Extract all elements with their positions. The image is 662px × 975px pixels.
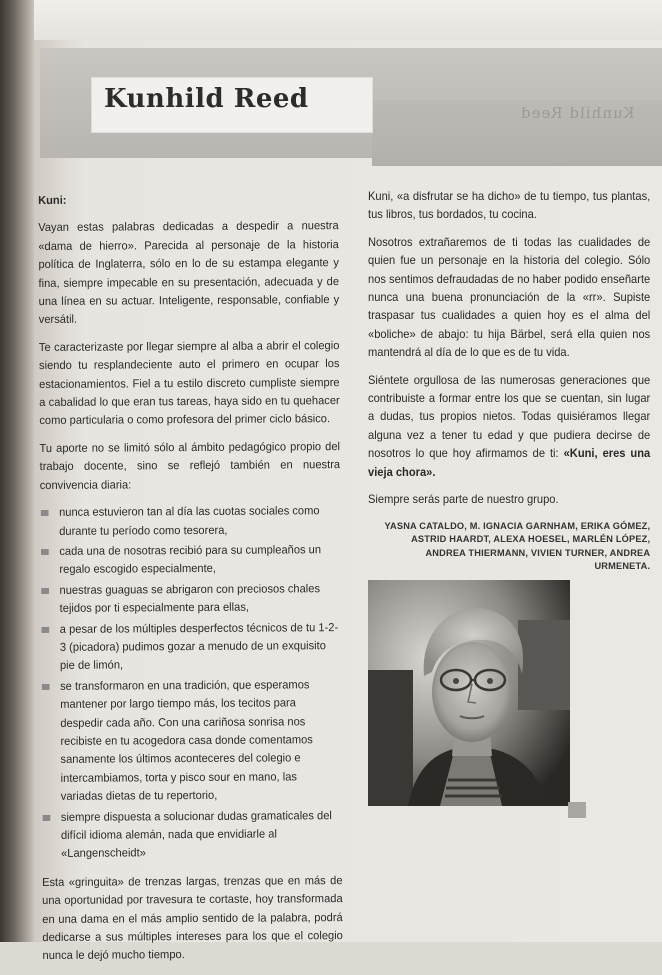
- right-column: [368, 188, 650, 574]
- list-item-text: siempre dispuesta a solucionar dudas gramaticales del difícil idioma alemán, nada que envidiarle al «Langenscheidt»: [60, 808, 332, 861]
- bullet-square-icon: [42, 626, 50, 632]
- portrait-illustration: [368, 580, 570, 806]
- signers-block: [368, 520, 650, 574]
- paragraph-text: Siéntete orgullosa de las numerosas generaciones que contribuiste a formar entre los que se cuentan, sin lugar a dudas, tus propios nietos. Todas quisiéramos llegar alguna vez a tener tu edad y que pudiera decirse de nosotros lo que hoy afirmamos de ti:: [368, 373, 651, 461]
- paragraph: Siempre serás parte de nuestro grupo.: [368, 493, 559, 507]
- paragraph: Te caracterizaste por llegar siempre al alba a abrir el colegio siendo tu resplandeciente auto el primero en ocupar los estacionamientos. Fiel a tu estilo discreto cumpliste siempre a cabalidad lo que eran tus tareas, haya sido en tu quehacer como particularia o como profesora del primer ciclo básico.: [38, 338, 340, 428]
- bullet-square-icon: [41, 588, 49, 594]
- list-item: [40, 580, 341, 619]
- list-item-text: a pesar de los múltiples desperfectos técnicos de tu 1-2-3 (picadora) pudimos gozar a menudo de un exquisito pie de limón,: [59, 620, 339, 673]
- list-item-text: cada una de nosotras recibió para su cumpleaños un regalo escogido especialmente,: [59, 543, 322, 577]
- photo-corner-tab: [568, 802, 586, 818]
- list-item: [41, 676, 342, 807]
- salutation: Kuni:: [38, 193, 67, 207]
- closing-paragraph: Esta «gringuita» de trenzas largas, trenzas que en más de una oportunidad por travesura te cortaste, hoy transformada en una dama en el más amplio sentido de la palabra, podrá dedicarse a sus múltiples intereses para los que el colegio nunca le dejó mucho tiempo.: [42, 873, 343, 963]
- paragraph: Kuni, «a disfrutar se ha dicho» de tu tiempo, tus plantas, tus libros, tus bordados, tu cocina.: [368, 190, 651, 222]
- list-item-text: nunca estuvieron tan al día las cuotas sociales como durante tu período como tesorera,: [59, 504, 320, 538]
- bullet-list: [40, 502, 343, 864]
- portrait-photo: [368, 580, 570, 806]
- paragraph: Tu aporte no se limitó sólo al ámbito pedagógico propio del trabajo docente, sino se reflejó también en nuestra convivencia diaria:: [39, 439, 341, 492]
- bullet-square-icon: [41, 549, 49, 555]
- list-item-text: nuestras guaguas se abrigaron con preciosos chales tejidos por ti especialmente para ellas,: [59, 581, 321, 615]
- signer-line: YASNA CATALDO, M. IGNACIA GARNHAM, ERIKA GÓMEZ,: [384, 520, 651, 532]
- page-title: Kunhild Reed: [104, 84, 309, 114]
- list-item-text: se transformaron en una tradición, que esperamos mantener por largo tiempo más, los tecitos para despedir cada año. Con una cariñosa sonrisa nos recibiste en tu acogedora casa donde comentamos sanamente los últimos aconteceres del colegio e intercambiamos, torta y pisco sour en mano, las variadas dietas de tu repertorio,: [60, 678, 313, 804]
- emphasis-quote: «Kuni, eres una vieja chora».: [368, 447, 651, 479]
- header-ghost-text: Kunhild Reed: [520, 104, 635, 122]
- paragraph: [368, 372, 650, 482]
- book-gutter-shadow: [0, 0, 34, 942]
- paragraph: Vayan estas palabras dedicadas a despedir a nuestra «dama de hierro». Parecida al personaje de la historia política de Inglaterra, sólo en lo de su estampa elegante y fina, siempre impecable en su presentación, adecuada y de una línea en su actuar. Inteligente, responsable, confiable y versátil.: [38, 219, 340, 327]
- signer-line: ASTRID HAARDT, ALEXA HOESEL, MARLÉN LÓPEZ,: [411, 534, 651, 545]
- list-item: [40, 541, 341, 580]
- bullet-square-icon: [43, 815, 51, 821]
- bullet-square-icon: [41, 510, 49, 516]
- list-item: [40, 502, 341, 541]
- paragraph: Nosotros extrañaremos de ti todas las cualidades de quien fue un personaje en la historia del colegio. Sólo nos sentimos defraudadas de no haber podido enseñarte nunca una buena pronunciación de la «rr». Supiste traspasar tus cualidades a quien hoy es el alma del «boliche» de abajo: tu hija Bärbel, será ella quien nos mantendrá al día de lo que es de tu vida.: [368, 235, 651, 360]
- list-item: [42, 807, 343, 864]
- left-column: [38, 190, 343, 975]
- list-item: [41, 619, 342, 676]
- signer-line: ANDREA THIERMANN, VIVIEN TURNER, ANDREA URMENETA.: [425, 547, 651, 572]
- bullet-square-icon: [42, 684, 50, 690]
